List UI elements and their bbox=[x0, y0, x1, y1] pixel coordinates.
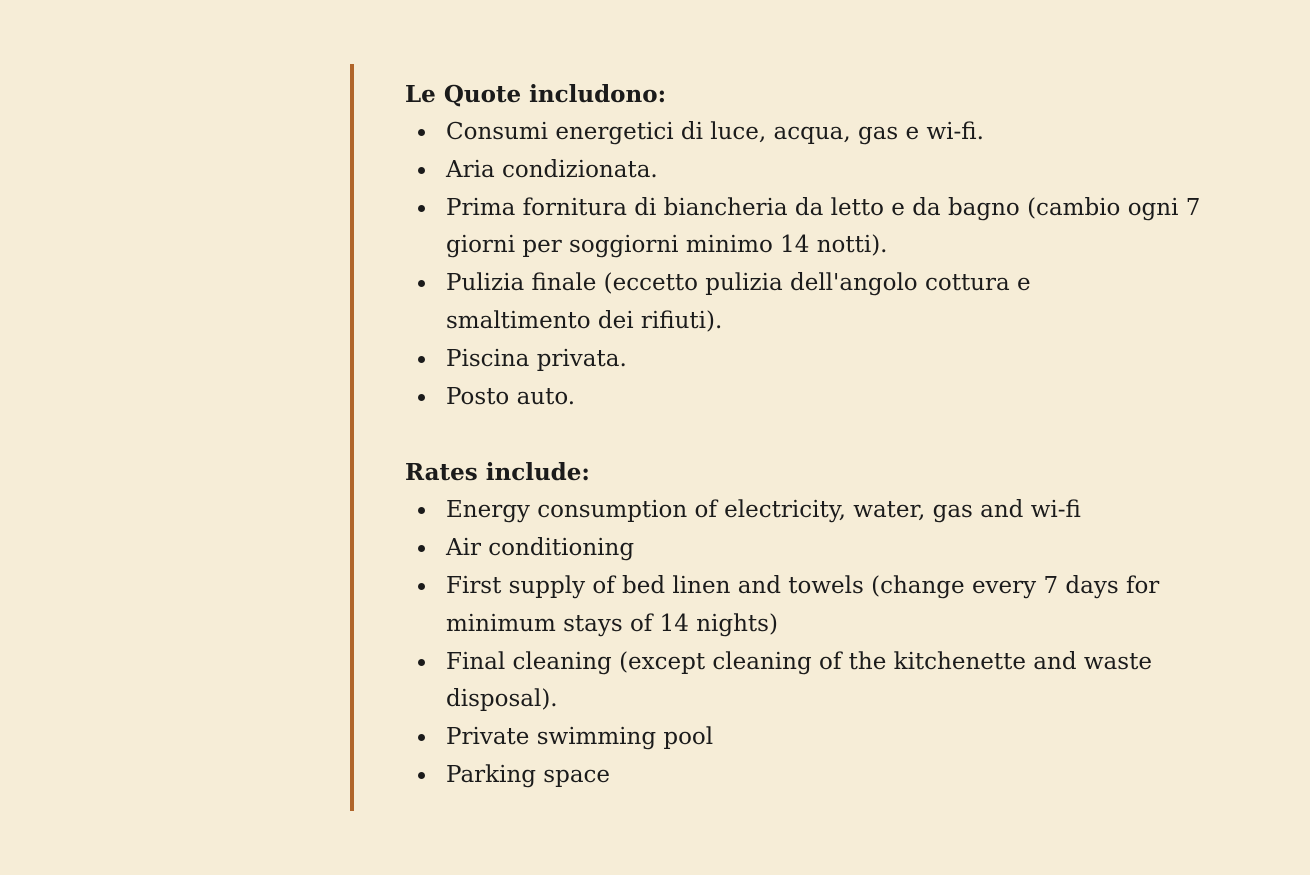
bullet-icon bbox=[418, 394, 425, 401]
english-section-title: Rates include: bbox=[405, 459, 590, 487]
list-item bbox=[405, 152, 1265, 190]
bullet-icon bbox=[418, 772, 425, 779]
section-spacer bbox=[405, 416, 1265, 454]
list-item bbox=[405, 341, 1265, 379]
english-included-list bbox=[405, 492, 1265, 794]
list-item bbox=[405, 568, 1266, 644]
list-item-text: Energy consumption of electricity, water, gas and wi-fi bbox=[446, 497, 1081, 524]
list-item-text: Air conditioning bbox=[446, 535, 635, 562]
list-item bbox=[405, 492, 1265, 530]
list-item-text: Final cleaning (except cleaning of the kitchenette and waste disposal). bbox=[446, 648, 1152, 713]
italian-included-list bbox=[405, 114, 1265, 416]
bullet-icon bbox=[418, 659, 425, 666]
list-item-text: Consumi energetici di luce, acqua, gas e wi-fi. bbox=[446, 119, 984, 145]
bullet-icon bbox=[418, 734, 425, 741]
list-item bbox=[405, 114, 1265, 152]
list-item-text: Parking space bbox=[446, 761, 611, 788]
list-item-text: Aria condizionata. bbox=[446, 156, 658, 183]
list-item bbox=[405, 379, 1265, 417]
bullet-icon bbox=[418, 583, 425, 590]
list-item bbox=[405, 190, 1206, 266]
bullet-icon bbox=[418, 167, 425, 174]
list-item-text: Posto auto. bbox=[446, 383, 576, 410]
list-item bbox=[405, 644, 1266, 720]
bullet-icon bbox=[418, 545, 425, 552]
list-item-text: First supply of bed linen and towels (change every 7 days for minimum stays of 14 nights) bbox=[446, 572, 1160, 637]
rates-content bbox=[405, 76, 1265, 795]
list-item-text: Pulizia finale (eccetto pulizia dell'angolo cottura e smaltimento dei rifiuti). bbox=[446, 270, 1031, 334]
italian-section-title: Le Quote includono: bbox=[405, 81, 667, 108]
list-item-text: Private swimming pool bbox=[446, 724, 714, 751]
bullet-icon bbox=[418, 507, 425, 514]
list-item bbox=[405, 530, 1265, 568]
bullet-icon bbox=[418, 129, 425, 136]
list-item bbox=[405, 265, 1146, 341]
list-item bbox=[405, 757, 1265, 795]
bullet-icon bbox=[418, 205, 425, 212]
list-item-text: Prima fornitura di biancheria da letto e da bagno (cambio ogni 7 giorni per soggiorni minimo 14 notti). bbox=[446, 194, 1201, 259]
list-item bbox=[405, 719, 1265, 757]
accent-divider-line bbox=[350, 64, 354, 811]
list-item-text: Piscina privata. bbox=[446, 345, 627, 372]
bullet-icon bbox=[418, 356, 425, 363]
bullet-icon bbox=[418, 280, 425, 287]
